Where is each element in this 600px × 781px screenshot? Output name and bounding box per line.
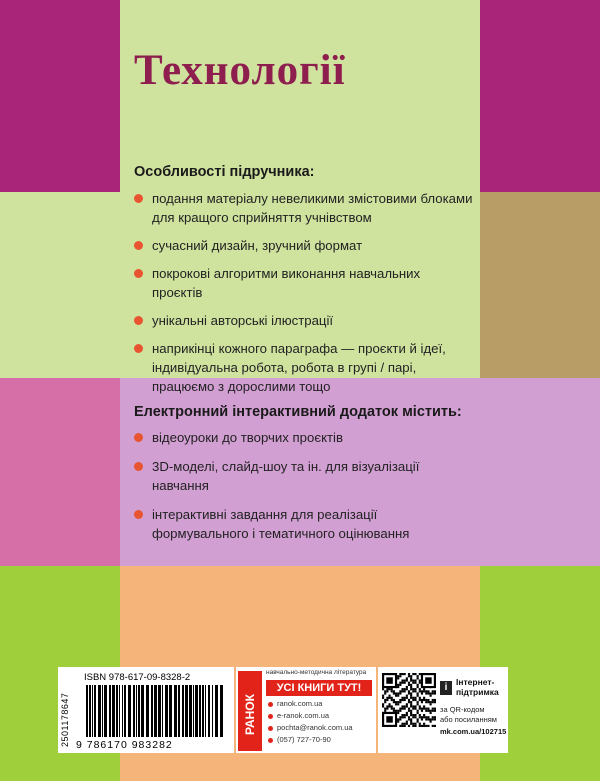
bullet-icon bbox=[134, 194, 143, 203]
support-panel bbox=[378, 667, 508, 753]
bg-block-pink-left bbox=[0, 378, 120, 566]
features-list bbox=[134, 189, 474, 405]
list-item bbox=[134, 311, 474, 330]
list-item bbox=[134, 428, 474, 447]
phone-icon bbox=[268, 738, 273, 743]
barcode-panel bbox=[58, 667, 234, 753]
bullet-icon bbox=[134, 433, 143, 442]
support-description: за QR-кодом або посиланням bbox=[440, 705, 497, 724]
list-item-text: сучасний дизайн, зручний формат bbox=[152, 238, 363, 253]
bg-block-magenta-top-right bbox=[480, 0, 600, 192]
info-icon: i bbox=[440, 681, 452, 695]
publisher-panel bbox=[236, 667, 376, 753]
qr-code-icon bbox=[382, 673, 436, 727]
bullet-icon bbox=[134, 510, 143, 519]
support-link[interactable]: mk.com.ua/102715 bbox=[440, 727, 507, 736]
list-item-text: унікальні авторські ілюстрації bbox=[152, 313, 334, 328]
bullet-icon bbox=[134, 316, 143, 325]
contact-phone: (057) 727-70-90 bbox=[268, 735, 331, 744]
list-item bbox=[134, 457, 474, 495]
list-item bbox=[134, 264, 474, 302]
bullet-icon bbox=[134, 241, 143, 250]
list-item-text: подання матеріалу невеликими змістовими блоками для кращого сприйняття учнівством bbox=[152, 191, 473, 225]
publisher-logo bbox=[238, 671, 262, 751]
publisher-banner: УСІ КНИГИ ТУТ! bbox=[266, 680, 372, 696]
list-item-text: 3D-моделі, слайд-шоу та ін. для візуалізації навчання bbox=[152, 459, 420, 493]
bullet-icon bbox=[134, 344, 143, 353]
support-label: Інтернет- підтримка bbox=[456, 677, 499, 697]
publisher-category: навчально-методична література bbox=[266, 669, 367, 676]
list-item-text: відеоуроки до творчих проєктів bbox=[152, 430, 343, 445]
bg-block-magenta-top-left bbox=[0, 0, 120, 192]
bg-block-violet-right bbox=[480, 378, 600, 566]
bg-block-green-left bbox=[0, 192, 120, 378]
book-title: Технології bbox=[134, 47, 346, 94]
bg-block-tan-right bbox=[480, 192, 600, 378]
barcode-icon bbox=[84, 685, 228, 737]
cart-icon bbox=[268, 714, 273, 719]
contact-shop: e-ranok.com.ua bbox=[268, 711, 329, 720]
contact-website: ranok.com.ua bbox=[268, 699, 322, 708]
list-item bbox=[134, 189, 474, 227]
mail-icon bbox=[268, 726, 273, 731]
supplement-list bbox=[134, 428, 474, 553]
publisher-logo-text: РАНОК bbox=[243, 694, 257, 736]
features-heading: Особливості підручника: bbox=[134, 164, 315, 180]
globe-icon bbox=[268, 702, 273, 707]
barcode-vertical-code: 2501178647 bbox=[60, 692, 70, 747]
barcode-number: 9 786170 983282 bbox=[76, 739, 173, 751]
list-item-text: наприкінці кожного параграфа — проєкти й ідеї, індивідуальна робота, робота в групі / парі, працюємо з дорослими тощо bbox=[152, 341, 446, 394]
list-item-text: інтерактивні завдання для реалізації формувального і тематичного оцінювання bbox=[152, 507, 410, 541]
list-item bbox=[134, 339, 474, 396]
bullet-icon bbox=[134, 462, 143, 471]
isbn: ISBN 978-617-09-8328-2 bbox=[84, 672, 191, 683]
list-item bbox=[134, 236, 474, 255]
bullet-icon bbox=[134, 269, 143, 278]
list-item-text: покрокові алгоритми виконання навчальних проєктів bbox=[152, 266, 421, 300]
contact-email: pochta@ranok.com.ua bbox=[268, 723, 353, 732]
supplement-heading: Електронний інтерактивний додаток містить: bbox=[134, 404, 462, 420]
list-item bbox=[134, 505, 474, 543]
